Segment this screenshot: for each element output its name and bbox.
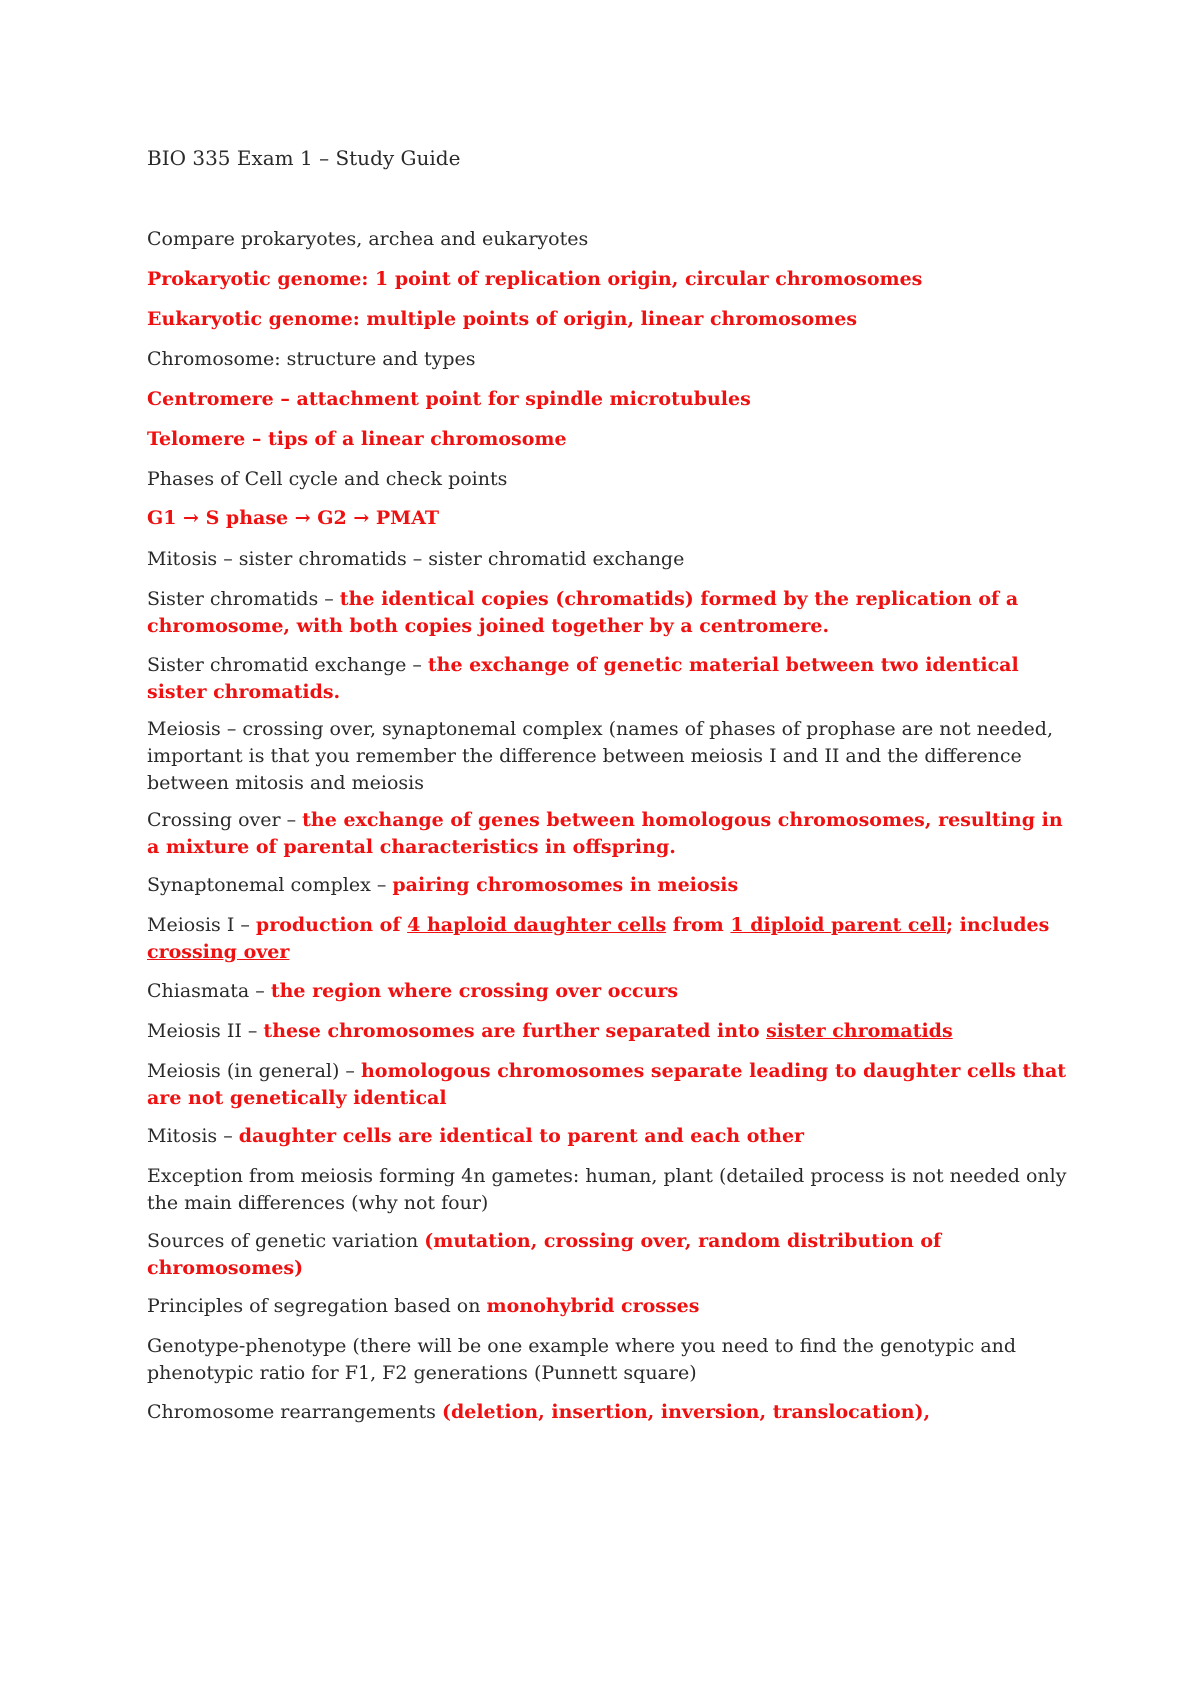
underlined-answer: crossing over (147, 941, 290, 963)
topic-line-meiosis: Meiosis – crossing over, synaptonemal complex (names of phases of prophase are not needed, important is that you remember the difference between meiosis I and II and the difference between mitosis and meiosis (147, 718, 1053, 794)
term-label: Chiasmata – (147, 980, 271, 1002)
definition-crossing-over (147, 807, 1067, 861)
term-label: Sister chromatids – (147, 588, 340, 610)
definition-synaptonemal-complex (147, 872, 1067, 899)
page-title: BIO 335 Exam 1 – Study Guide (147, 146, 461, 170)
answer-prokaryotic-genome: Prokaryotic genome: 1 point of replication origin, circular chromosomes (147, 268, 923, 290)
definition-mitosis (147, 1123, 1067, 1150)
term-label: Principles of segregation based on (147, 1295, 487, 1317)
topic-line-cell-cycle: Phases of Cell cycle and check points (147, 468, 508, 490)
answer-telomere: Telomere – tips of a linear chromosome (147, 428, 567, 450)
definition-meiosis-i (147, 912, 1067, 966)
topic-line-segregation (147, 1293, 1067, 1320)
term-label: Crossing over – (147, 809, 303, 831)
topic-line-prokaryotes: Compare prokaryotes, archea and eukaryotes (147, 228, 589, 250)
topic-line-mitosis: Mitosis – sister chromatids – sister chromatid exchange (147, 548, 685, 570)
answer-centromere: Centromere – attachment point for spindle microtubules (147, 388, 751, 410)
definition-answer: monohybrid crosses (486, 1295, 700, 1317)
term-label: Sister chromatid exchange – (147, 654, 428, 676)
definition-answer: the exchange of genetic material between two identical sister chromatids. (147, 654, 1019, 703)
term-label: Mitosis – (147, 1125, 239, 1147)
definition-answer: daughter cells are identical to parent and each other (238, 1125, 805, 1147)
definition-answer-part: from (666, 914, 731, 936)
definition-answer: the identical copies (chromatids) formed by the replication of a chromosome, with both copies joined together by a centromere. (147, 588, 1019, 637)
definition-meiosis-general (147, 1058, 1067, 1112)
topic-line-chromosome: Chromosome: structure and types (147, 348, 476, 370)
definition-answer: homologous chromosomes separate leading to daughter cells that are not genetically identical (147, 1060, 1067, 1109)
term-label: Meiosis I – (147, 914, 256, 936)
term-label: Meiosis (in general) – (147, 1060, 361, 1082)
definition-answer: pairing chromosomes in meiosis (392, 874, 739, 896)
underlined-answer: sister chromatids (766, 1020, 953, 1042)
definition-sister-chromatid-exchange (147, 652, 1067, 706)
term-label: Synaptonemal complex – (147, 874, 393, 896)
definition-answer: the region where crossing over occurs (270, 980, 679, 1002)
definition-answer-part: ; includes (946, 914, 1050, 936)
definition-chiasmata (147, 978, 1067, 1005)
answer-cell-cycle-phases: G1 → S phase → G2 → PMAT (147, 507, 440, 529)
definition-answer: the exchange of genes between homologous chromosomes, resulting in a mixture of parental characteristics in offspring. (147, 809, 1063, 858)
term-label: Meiosis II – (147, 1020, 264, 1042)
topic-line-genotype-phenotype: Genotype-phenotype (there will be one example where you need to find the genotypic and phenotypic ratio for F1, F2 generations (Punnett square) (147, 1335, 1017, 1384)
definition-answer: these chromosomes are further separated into (263, 1020, 767, 1042)
definition-answer: (mutation, crossing over, random distribution of chromosomes) (147, 1230, 942, 1279)
definition-answer-part: production of (255, 914, 408, 936)
topic-line-exception-meiosis: Exception from meiosis forming 4n gametes: human, plant (detailed process is not needed only the main differences (why not four) (147, 1165, 1067, 1214)
underlined-answer: 1 diploid parent cell (730, 914, 946, 936)
topic-line-chromosome-rearrangements (147, 1399, 1067, 1426)
definition-sister-chromatids (147, 586, 1067, 640)
term-label: Chromosome rearrangements (147, 1401, 442, 1423)
topic-line-genetic-variation (147, 1228, 1067, 1282)
answer-eukaryotic-genome: Eukaryotic genome: multiple points of origin, linear chromosomes (147, 308, 858, 330)
definition-answer: (deletion, insertion, inversion, translocation), (441, 1401, 931, 1423)
definition-meiosis-ii (147, 1018, 1067, 1045)
term-label: Sources of genetic variation (147, 1230, 425, 1252)
underlined-answer: 4 haploid daughter cells (407, 914, 667, 936)
